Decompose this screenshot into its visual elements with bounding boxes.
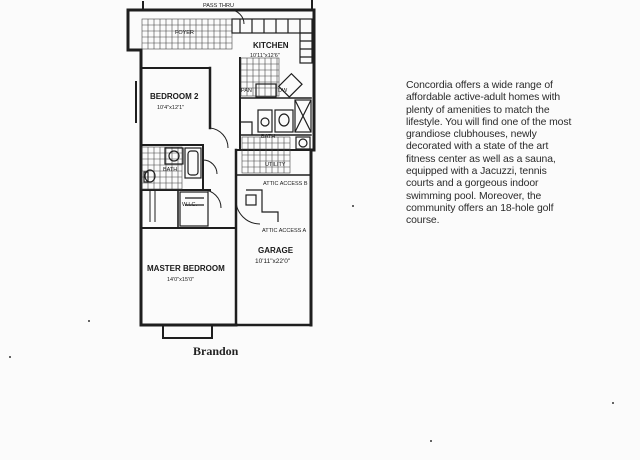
community-description: Concordia offers a wide range of affordable active-adult homes with plenty of amenities to match the lifestyle. You will find one of the most grandiose clubhouses, newly decorated with a state of the art fitness center as well as a sauna, equipped with a Jacuzzi, tennis courts and a gorgeous indoor swimming pool. Moreover, the community offers an 18-hole golf course. bbox=[406, 80, 572, 227]
bedroom2-size-label: 10'4"x12'1" bbox=[157, 105, 185, 111]
floor-plan-caption: Brandon bbox=[193, 344, 239, 358]
pass-thru-label: PASS THRU bbox=[203, 3, 234, 9]
bath2-label: BATH bbox=[163, 167, 178, 173]
scan-speck bbox=[352, 205, 354, 207]
master-bedroom-name-label: MASTER BEDROOM bbox=[147, 264, 225, 273]
attic-access-a-label: ATTIC ACCESS A bbox=[262, 228, 307, 234]
bath1-label: BATH bbox=[261, 134, 276, 140]
scan-speck bbox=[88, 320, 90, 322]
bedroom2-name-label: BEDROOM 2 bbox=[150, 92, 199, 101]
attic-access-b-label: ATTIC ACCESS B bbox=[263, 181, 308, 187]
scan-speck bbox=[9, 356, 11, 358]
garage-size-label: 10'11"x22'0" bbox=[255, 258, 291, 265]
scan-speck bbox=[612, 402, 614, 404]
master-bedroom-size-label: 14'0"x15'0" bbox=[167, 277, 195, 283]
foyer-label: FOYER bbox=[175, 30, 194, 36]
utility-label: UTILITY bbox=[265, 162, 286, 168]
dw-label: DW bbox=[278, 88, 288, 94]
scan-speck bbox=[430, 440, 432, 442]
kitchen-name-label: KITCHEN bbox=[253, 41, 289, 50]
kitchen-size-label: 10'11"x12'6" bbox=[250, 53, 280, 59]
wic-label: W.I.C. bbox=[182, 202, 197, 208]
garage-name-label: GARAGE bbox=[258, 246, 294, 255]
pan-label: PAN bbox=[241, 88, 252, 94]
